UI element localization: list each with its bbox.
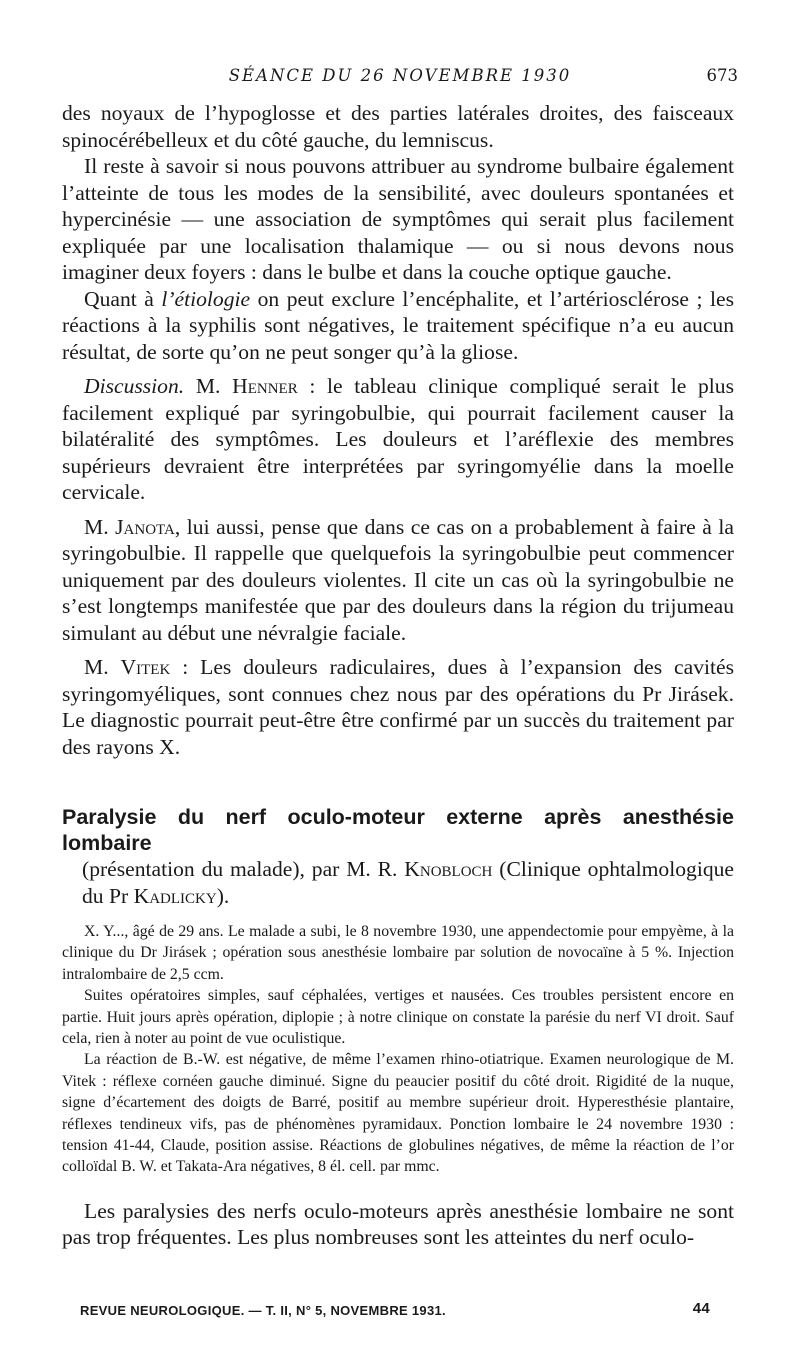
discussion-label: Discussion. [84,374,185,398]
author-name: Kadlicky [133,883,217,908]
signature-mark: 44 [692,1300,710,1317]
paragraph-vitek [62,654,734,760]
byline-text: (présentation du malade), par M. R. [82,857,405,881]
case-report: La réaction de B.-W. est négative, de même l’examen rhino-otiatrique. Examen neurologique de M. Vitek : réflexe cornéen gauche diminué. Signe du peaucier positif du côté droit. Rigidité de la nuque, signe d’écartement des doigts de Barré, positif au membre supérieur droit. Hyperesthésie plantaire, réflexes tendineux vifs, pas de phénomènes pyramidaux. Ponction lombaire le 24 novembre 1930 : tension 41-44, Claude, position assise. Réactions de globulines négatives, de même la réaction de l’or colloïdal B. W. et Takata-Ara négatives, 8 él. cell. par mmc. [62,1051,734,1176]
paragraph-text: M. [84,514,116,539]
paragraph-discussion [62,373,734,506]
byline-text: (Clinique ophtalmologique du Pr [82,857,734,908]
speaker-name: Henner [232,374,298,398]
paragraph-text: , lui aussi, pense que dans ce cas on a probablement à faire à la syringobulbie. Il rappelle que quelquefois la syringobulbie peut commencer uniquement par des douleurs violentes. Il cite un cas où la syringobulbie ne s’est longtemps manifestée que par des douleurs dans la région du trijumeau simulant au début une névralgie faciale. [62,514,734,645]
speaker-name: Vitek [120,655,171,679]
paragraph-janota [62,514,734,647]
paragraph-text: M. [84,655,121,679]
journal-footer: REVUE NEUROLOGIQUE. — T. II, N° 5, NOVEMBRE 1931. [80,1303,446,1318]
section-title: Paralysie du nerf oculo-moteur externe après anesthésie lombaire [62,805,734,855]
paragraph-text: M. [184,374,233,398]
paragraph-text: : le tableau clinique compliqué serait le plus facilement expliqué par syringobulbie, qui pourrait facilement causer la bilatéralité des symptômes. Les douleurs et l’aréflexie des membres supérieurs devraient être interprétées par syringomyélie dans la moelle cervicale. [62,374,734,504]
body-text [62,100,734,1251]
case-report: X. Y..., âgé de 29 ans. Le malade a subi, le 8 novembre 1930, une appendectomie pour empyème, à la clinique du Dr Jirásek ; opération sous anesthésie lombaire par solution de novocaïne à 5 %. Injection intralombaire de 2,5 ccm. [62,923,734,983]
page-number: 673 [706,66,738,85]
paragraph: des noyaux de l’hypoglosse et des parties latérales droites, des faisceaux spinocérébelleux et du côté gauche, du lemniscus. [62,101,734,152]
speaker-name: Janota [115,514,175,539]
paragraph-text: on peut exclure l’encéphalite, et l’artériosclérose ; les réactions à la syphilis sont négatives, le traitement spécifique n’a eu aucun résultat, de sorte qu’on ne peut songer qu’à la gliose. [62,286,734,364]
emphasis: l’étiologie [161,286,251,311]
section-byline [62,856,734,909]
paragraph-text: Quant à [84,286,162,311]
paragraph-etiology [62,286,734,366]
running-head [62,66,738,92]
page-footer [80,1300,710,1322]
author-name: Knobloch [404,857,493,881]
paragraph: Il reste à savoir si nous pouvons attribuer au syndrome bulbaire également l’atteinte de tous les modes de la sensibilité, avec douleurs spontanées et hypercinésie — une association de symptômes qui serait plus facilement expliquée par une localisation thalamique — ou si nous devons nous imaginer deux foyers : dans le bulbe et dans la couche optique gauche. [62,154,734,284]
paragraph: Les paralysies des nerfs oculo-moteurs après anesthésie lombaire ne sont pas trop fréquentes. Les plus nombreuses sont les atteintes du nerf oculo- [62,1198,734,1250]
case-report: Suites opératoires simples, sauf céphalées, vertiges et nausées. Ces troubles persistent encore en partie. Huit jours après opération, diplopie ; à notre clinique on constate la parésie du nerf VI droit. Sauf cela, rien à noter au point de vue oculistique. [62,987,734,1048]
paragraph-text: : Les douleurs radiculaires, dues à l’expansion des cavités syringomyéliques, sont connues chez nous par des opérations du Pr Jirásek. Le diagnostic pourrait peut-être être confirmé par un succès du traitement par des rayons X. [62,655,734,759]
running-title: SÉANCE DU 26 NOVEMBRE 1930 [228,66,572,85]
byline-text: ). [216,883,230,908]
